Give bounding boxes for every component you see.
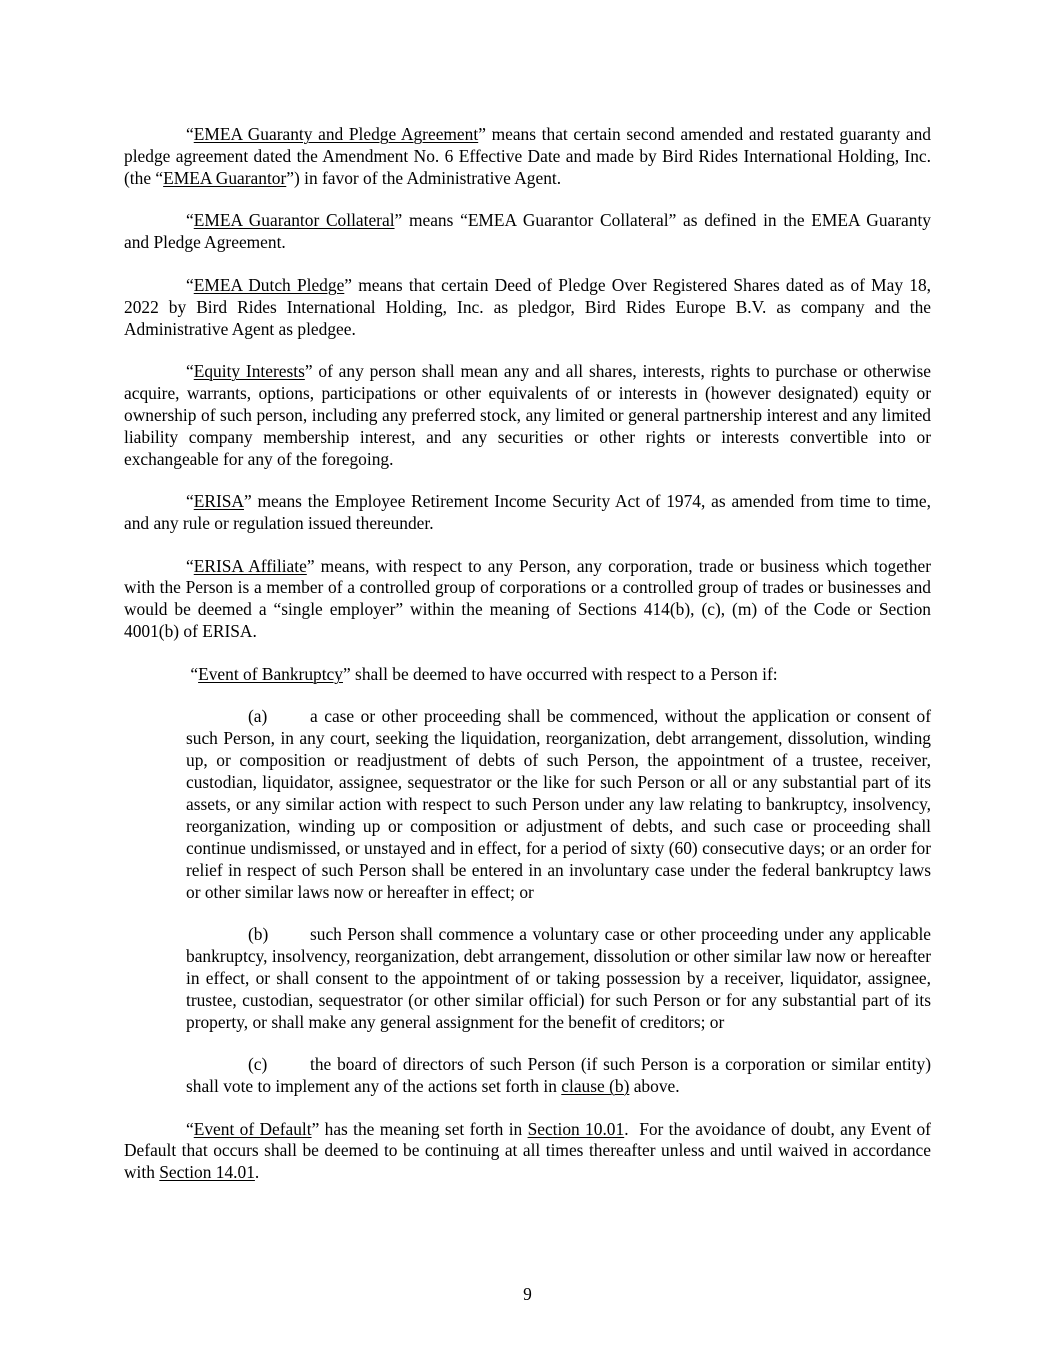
definition-erisa-affiliate: [124, 556, 931, 644]
defined-term: EMEA Guarantor: [163, 167, 287, 188]
defined-term: EMEA Guaranty and Pledge Agreement: [193, 124, 479, 144]
defined-term: Event of Bankruptcy: [198, 663, 343, 684]
clause-label: (c): [248, 1054, 268, 1075]
cross-reference: clause (b): [561, 1076, 630, 1097]
clause-b: [186, 924, 931, 1034]
definition-text: .: [254, 1162, 260, 1183]
clause-label: (a): [248, 706, 268, 727]
definition-text: ” means that certain second amended and restated guaranty and pledge agreement dated the Amendment No. 6 Effective Date and made by Bird Rides International Holding, Inc. (the “: [124, 124, 931, 188]
definition-event-of-default: [124, 1118, 936, 1185]
definition-equity-interests: [124, 361, 931, 471]
definition-emea-dutch-pledge: [124, 275, 931, 341]
clause-text: a case or other proceeding shall be commenced, without the application or consent of such Person, in any court, seeking the liquidation, reorganization, debt arrangement, dissolution, winding up, or composition or readjustment of debts of such Person, the appointment of a trustee, receiver, custodian, liquidator, assignee, sequestrator or the like for such Person or all or any substantial part of its assets, or any similar action with respect to such Person under any law relating to bankruptcy, insolvency, reorganization, winding up or composition or adjustment of debts, and such case or proceeding shall continue undismissed, or unstayed and in effect, for a period of sixty (60) consecutive days; or an order for relief in respect of such Person shall be entered in an involuntary case under the federal bankruptcy laws or other similar laws now or hereafter in effect; or: [186, 706, 931, 902]
defined-term: ERISA Affiliate: [193, 555, 307, 576]
open-quote: “: [186, 361, 194, 382]
clause-text: the board of directors of such Person (if such Person is a corporation or similar entity) shall vote to implement any of the actions set forth in: [186, 1054, 931, 1097]
definition-emea-guarantor-collateral: [124, 210, 931, 254]
definition-text: ” means the Employee Retirement Income Security Act of 1974, as amended from time to time, and any rule or regulation issued thereunder.: [124, 491, 931, 534]
document-page: [124, 124, 936, 1205]
definition-text: . For the avoidance of doubt, any Event of Default that occurs shall be deemed to be continuing at all times thereafter unless and until waived in accordance with: [124, 1118, 936, 1183]
definition-text: ” has the meaning set forth in: [311, 1118, 528, 1139]
open-quote: “: [186, 1118, 194, 1139]
defined-term: Equity Interests: [193, 361, 305, 382]
open-quote: “: [186, 491, 194, 512]
open-quote: “: [186, 124, 194, 144]
defined-term: EMEA Guarantor Collateral: [193, 210, 395, 231]
defined-term: ERISA: [193, 491, 244, 512]
clause-text: such Person shall commence a voluntary case or other proceeding under any applicable bankruptcy, insolvency, reorganization, debt arrangement, dissolution or other similar law now or hereafter in effect, or shall consent to the appointment of or taking possession by a receiver, liquidator, assignee, trustee, custodian, sequestrator (or other similar official) for such Person or for any substantial part of its property, or shall make any general assignment for the benefit of creditors; or: [186, 924, 931, 1032]
definition-text: ” shall be deemed to have occurred with respect to a Person if:: [342, 663, 778, 684]
open-quote: “: [186, 210, 194, 231]
open-quote: “: [186, 274, 194, 295]
definition-emea-guaranty-and-pledge-agreement: [124, 124, 931, 190]
definition-text: ” of any person shall mean any and all shares, interests, rights to purchase or otherwise acquire, warrants, options, participations or other equivalents of or interests in (however designated) equity or ownership of such person, including any preferred stock, any limited or general partnership interest and any limited liability company membership interest, and any securities or other rights or interests convertible into or exchangeable for any of the foregoing.: [124, 361, 931, 469]
defined-term: EMEA Dutch Pledge: [193, 274, 345, 295]
open-quote: “: [186, 555, 194, 576]
cross-reference: Section 14.01: [159, 1162, 255, 1183]
definition-erisa: [124, 491, 931, 535]
clause-text: above.: [629, 1076, 680, 1097]
definition-text: ” means that certain Deed of Pledge Over Registered Shares dated as of May 18, 2022 by Bird Rides International Holding, Inc. as pledgor, Bird Rides Europe B.V. as company and the Administrative Agent as pledgee.: [124, 274, 931, 339]
clause-a: [186, 706, 931, 903]
page-number: 9: [523, 1284, 532, 1304]
defined-term: Event of Default: [193, 1118, 312, 1139]
clause-label: (b): [248, 924, 269, 945]
cross-reference: Section 10.01: [527, 1118, 625, 1139]
definition-text: ”) in favor of the Administrative Agent.: [286, 167, 562, 188]
definition-event-of-bankruptcy: [124, 664, 931, 686]
clause-c: [186, 1054, 931, 1098]
open-quote: “: [186, 663, 199, 684]
definition-text: ” means, with respect to any Person, any corporation, trade or business which together with the Person is a member of a controlled group of corporations or a controlled group of trades or businesses and would be deemed a “single employer” within the meaning of Sections 414(b), (c), (m) of the Code or Section 4001(b) of ERISA.: [124, 555, 932, 642]
definition-text: ” means “EMEA Guarantor Collateral” as defined in the EMEA Guaranty and Pledge Agreement.: [124, 210, 931, 253]
